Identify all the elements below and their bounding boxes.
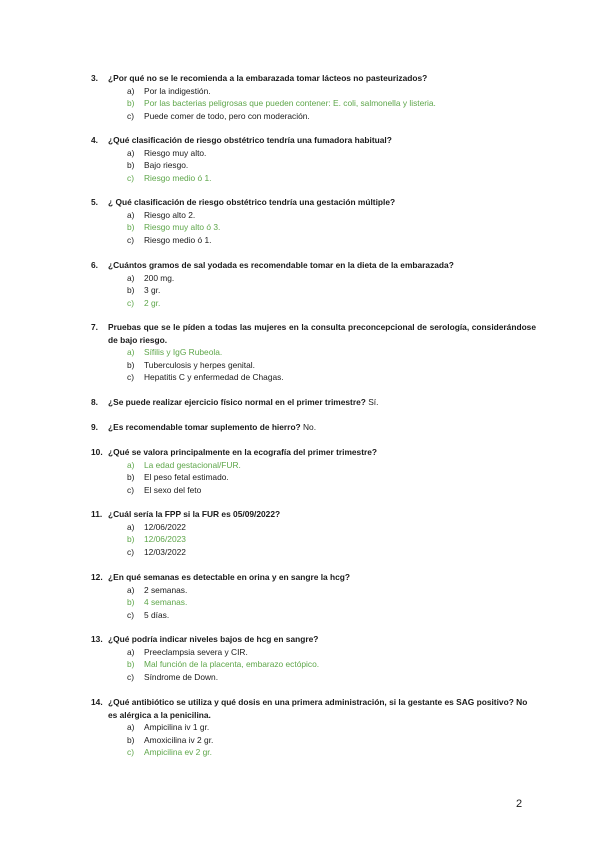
question-text: ¿Es recomendable tomar suplemento de hierro? — [108, 422, 301, 432]
option-letter: b) — [127, 472, 135, 483]
question-number: 8. — [91, 397, 98, 407]
question-text: ¿ Qué clasificación de riesgo obstétrico tendría una gestación múltiple? — [108, 197, 396, 207]
option-text: Riesgo alto 2. — [144, 209, 196, 220]
question-number: 11. — [91, 509, 103, 519]
correct-option — [127, 596, 536, 609]
option-letter: b) — [127, 160, 135, 171]
question-number: 9. — [91, 422, 98, 432]
question-text: ¿Qué antibiótico se utiliza y qué dosis en una primera administración, si la gestante es SAG positivo? No es alérgica a la penicilina. — [108, 697, 528, 720]
correct-option — [127, 172, 536, 185]
question-number: 4. — [91, 135, 98, 145]
option-letter: a) — [127, 584, 135, 595]
option-letter: c) — [127, 172, 134, 183]
option-text: Mal función de la placenta, embarazo ectópico. — [144, 659, 320, 670]
correct-option — [127, 658, 536, 671]
correct-option — [127, 297, 536, 310]
option-letter: a) — [127, 209, 135, 220]
option-text: 12/06/2022 — [144, 521, 186, 532]
option-letter: c) — [127, 372, 134, 383]
option-text: Preeclampsia severa y CIR. — [144, 646, 248, 657]
question-5 — [91, 196, 536, 246]
question-number: 3. — [91, 73, 98, 83]
question-4 — [91, 134, 536, 184]
option-letter: c) — [127, 297, 134, 308]
option-text: 2 semanas. — [144, 584, 188, 595]
option-text: Bajo riesgo. — [144, 160, 189, 171]
question-11 — [91, 508, 536, 558]
option-letter: a) — [127, 147, 135, 158]
option-text: El peso fetal estimado. — [144, 472, 229, 483]
question-number: 12. — [91, 572, 103, 582]
question-number: 7. — [91, 322, 98, 332]
correct-option — [127, 533, 536, 546]
option-letter: b) — [127, 285, 135, 296]
option-text: 3 gr. — [144, 285, 161, 296]
option-letter: b) — [127, 734, 135, 745]
option-letter: b) — [127, 98, 135, 109]
option-text: Riesgo muy alto ó 3. — [144, 222, 221, 233]
question-text: ¿En qué semanas es detectable en orina y en sangre la hcg? — [108, 572, 351, 582]
option-letter: c) — [127, 671, 134, 682]
question-text: ¿Cuál sería la FPP si la FUR es 05/09/2022? — [108, 509, 281, 519]
option-text: El sexo del feto — [144, 484, 202, 495]
option-letter: b) — [127, 534, 135, 545]
question-number: 5. — [91, 197, 98, 207]
option-text: Riesgo medio ó 1. — [144, 172, 212, 183]
option-letter: a) — [127, 347, 135, 358]
inline-answer: No. — [300, 422, 317, 432]
question-number: 10. — [91, 447, 103, 457]
option-letter: a) — [127, 459, 135, 470]
option-text: 4 semanas. — [144, 597, 188, 608]
correct-option — [127, 746, 536, 759]
question-number: 13. — [91, 634, 103, 644]
option-letter: c) — [127, 110, 134, 121]
question-text: ¿Se puede realizar ejercicio físico normal en el primer trimestre? — [108, 397, 366, 407]
option-text: Ampicilina ev 2 gr. — [144, 747, 212, 758]
inline-answer: Sí. — [365, 397, 379, 407]
correct-option — [127, 221, 536, 234]
question-text: ¿Qué podría indicar niveles bajos de hcg en sangre? — [108, 634, 319, 644]
option-text: Riesgo muy alto. — [144, 147, 207, 158]
option-letter: a) — [127, 272, 135, 283]
option-text: Por las bacterias peligrosas que pueden contener: E. coli, salmonella y listeria. — [144, 98, 436, 109]
question-12 — [91, 571, 536, 621]
option-letter: c) — [127, 609, 134, 620]
option-text: Síndrome de Down. — [144, 671, 219, 682]
question-7 — [91, 321, 536, 384]
option-letter: a) — [127, 646, 135, 657]
option-letter: a) — [127, 722, 135, 733]
question-6 — [91, 259, 536, 309]
question-text: ¿Por qué no se le recomienda a la embarazada tomar lácteos no pasteurizados? — [108, 73, 428, 83]
question-13 — [91, 633, 536, 683]
question-10 — [91, 446, 536, 496]
correct-option — [127, 97, 536, 110]
option-letter: b) — [127, 359, 135, 370]
question-14 — [91, 696, 536, 759]
question-text: ¿Cuántos gramos de sal yodada es recomendable tomar en la dieta de la embarazada? — [108, 260, 454, 270]
correct-option — [127, 459, 536, 472]
option-letter: b) — [127, 597, 135, 608]
option-text: 12/06/2023 — [144, 534, 186, 545]
option-letter: c) — [127, 546, 134, 557]
question-8 — [91, 396, 536, 409]
page-number: 2 — [516, 798, 523, 810]
question-text: ¿Qué clasificación de riesgo obstétrico tendría una fumadora habitual? — [108, 135, 392, 145]
option-text: Hepatitis C y enfermedad de Chagas. — [144, 372, 284, 383]
option-letter: b) — [127, 659, 135, 670]
option-text: 2 gr. — [144, 297, 161, 308]
question-number: 14. — [91, 697, 103, 707]
correct-option — [127, 346, 536, 359]
option-letter: c) — [127, 484, 134, 495]
option-text: 12/03/2022 — [144, 546, 186, 557]
option-text: Riesgo medio ó 1. — [144, 234, 212, 245]
option-text: Puede comer de todo, pero con moderación. — [144, 110, 310, 121]
option-letter: c) — [127, 747, 134, 758]
option-text: Ampicilina iv 1 gr. — [144, 722, 210, 733]
option-text: Sífilis y IgG Rubeola. — [144, 347, 223, 358]
option-letter: b) — [127, 222, 135, 233]
question-9 — [91, 421, 536, 434]
question-text: Pruebas que se le píden a todas las mujeres en la consulta preconcepcional de serología, considerándose de bajo riesgo. — [108, 322, 536, 345]
option-letter: c) — [127, 234, 134, 245]
option-text: La edad gestacional/FUR. — [144, 459, 241, 470]
option-text: Por la indigestión. — [144, 85, 211, 96]
question-number: 6. — [91, 260, 98, 270]
question-text: ¿Qué se valora principalmente en la ecografía del primer trimestre? — [108, 447, 378, 457]
option-letter: a) — [127, 521, 135, 532]
question-3 — [91, 72, 536, 122]
option-text: Amoxicilina iv 2 gr. — [144, 734, 214, 745]
option-text: 5 días. — [144, 609, 170, 620]
option-text: Tuberculosis y herpes genital. — [144, 359, 255, 370]
option-text: 200 mg. — [144, 272, 175, 283]
option-letter: a) — [127, 85, 135, 96]
